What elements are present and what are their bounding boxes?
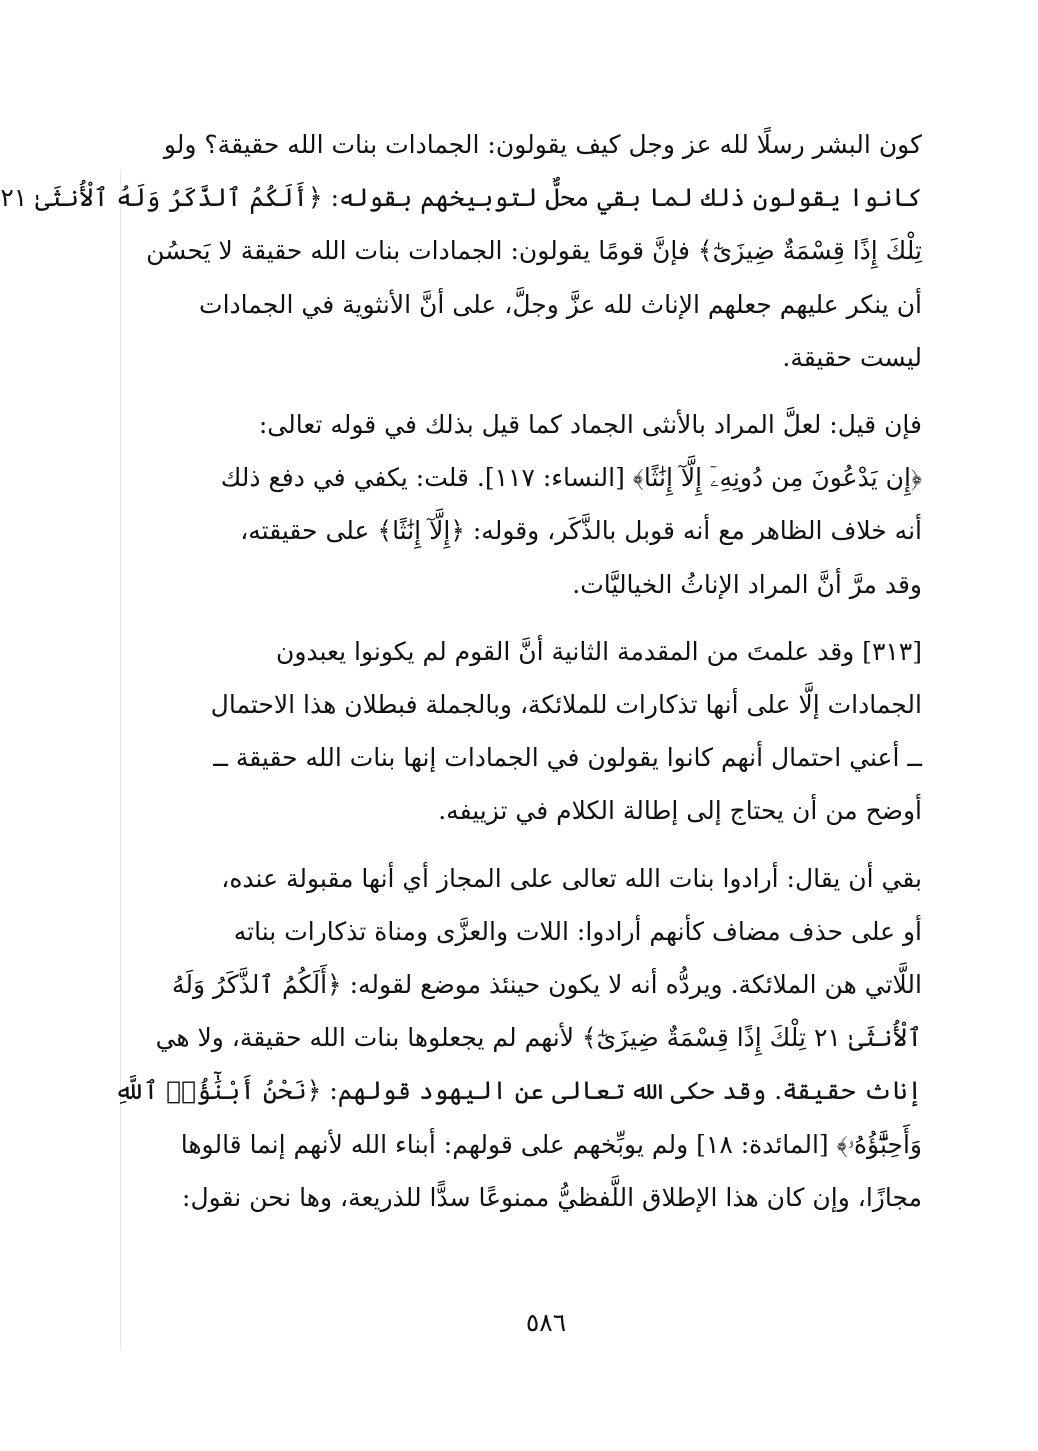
text-line: بقي أن يقال: أرادوا بنات الله تعالى على المجاز أي أنها مقبولة عنده، [221,863,922,893]
text-line: اللَّاتي هن الملائكة. ويردُّه أنه لا يكون حينئذ موضع لقوله: ﴿أَلَكُمُ ٱلذَّكَرُ وَلَهُ [171,970,922,1000]
text-line: تِلْكَ إِذًا قِسْمَةٌ ضِيزَىٰٓ﴾ فإنَّ قومًا يقولون: الجمادات بنات الله حقيقة لا يَحسُن [146,236,922,266]
text-line: كانوا يقولون ذلك لما بقي محلٌّ لتوبيخهم بقوله: ﴿أَلَكُمُ ٱلذَّكَرُ وَلَهُ ٱلْأُنثَىٰ ٢١ [0,183,922,213]
text-line: [٣١٣] وقد علمتَ من المقدمة الثانية أنَّ القوم لم يكونوا يعبدون [275,636,922,666]
paragraph-2 [146,398,922,611]
text-line: ٱلْأُنثَىٰ ٢١ تِلْكَ إِذًا قِسْمَةٌ ضِيزَىٰٓ﴾ لأنهم لم يجعلوها بنات الله حقيقة، ولا هي [155,1023,922,1053]
text-line: أن ينكر عليهم جعلهم الإناث لله عزَّ وجلَّ، على أنَّ الأنثوية في الجمادات [199,289,922,319]
text-line: مجازًا، وإن كان هذا الإطلاق اللَّفظيُّ ممنوعًا سدًّا للذريعة، وها نحن نقول: [182,1182,922,1212]
text-line: ــ أعني احتمال أنهم كانوا يقولون في الجمادات إنها بنات الله حقيقة ــ [213,743,922,773]
text-line: ﴿إِن يَدْعُونَ مِن دُونِهِۦٓ إِلَّآ إِنَٰثًا﴾ [النساء: ١١٧]. قلت: يكفي في دفع ذلك [220,463,922,493]
text-line: الجمادات إلَّا على أنها تذكارات للملائكة، وبالجملة فبطلان هذا الاحتمال [210,690,922,720]
text-line: أوضح من أن يحتاج إلى إطالة الكلام في تزييفه. [438,796,922,826]
page-number: ٥٨٦ [525,1308,567,1337]
text-line: ليست حقيقة. [782,342,922,372]
paragraph-1 [0,118,922,384]
page-edge-line [120,170,121,1350]
text-line: أنه خلاف الظاهر مع أنه قوبل بالذَّكَر، وقوله: ﴿إِلَّآ إِنَٰثًا﴾ على حقيقته، [240,516,922,546]
text-line: وَأَحِبَّٰٓؤُهُۥ﴾ [المائدة: ١٨] ولم يوبِّخهم على قولهم: أبناء الله لأنهم إنما قالوها [180,1129,922,1159]
text-line: كون البشر رسلًا لله عز وجل كيف يقولون: الجمادات بنات الله حقيقة؟ ولو [163,130,922,159]
text-line: أو على حذف مضاف كأنهم أرادوا: اللات والعزَّى ومناة تذكارات بناته [233,916,922,946]
paragraph-3 [146,625,922,838]
text-line: فإن قيل: لعلَّ المراد بالأنثى الجماد كما قيل بذلك في قوله تعالى: [258,410,922,440]
page-body [0,118,922,1224]
text-line: وقد مرَّ أنَّ المراد الإناثُ الخياليَّات. [572,569,922,599]
paragraph-4 [114,852,922,1224]
text-line: إناث حقيقة. وقد حكى الله تعالى عن اليهود قولهم: ﴿نَحْنُ أَبْنَٰٓؤُا۟ ٱللَّهِ [114,1076,922,1106]
